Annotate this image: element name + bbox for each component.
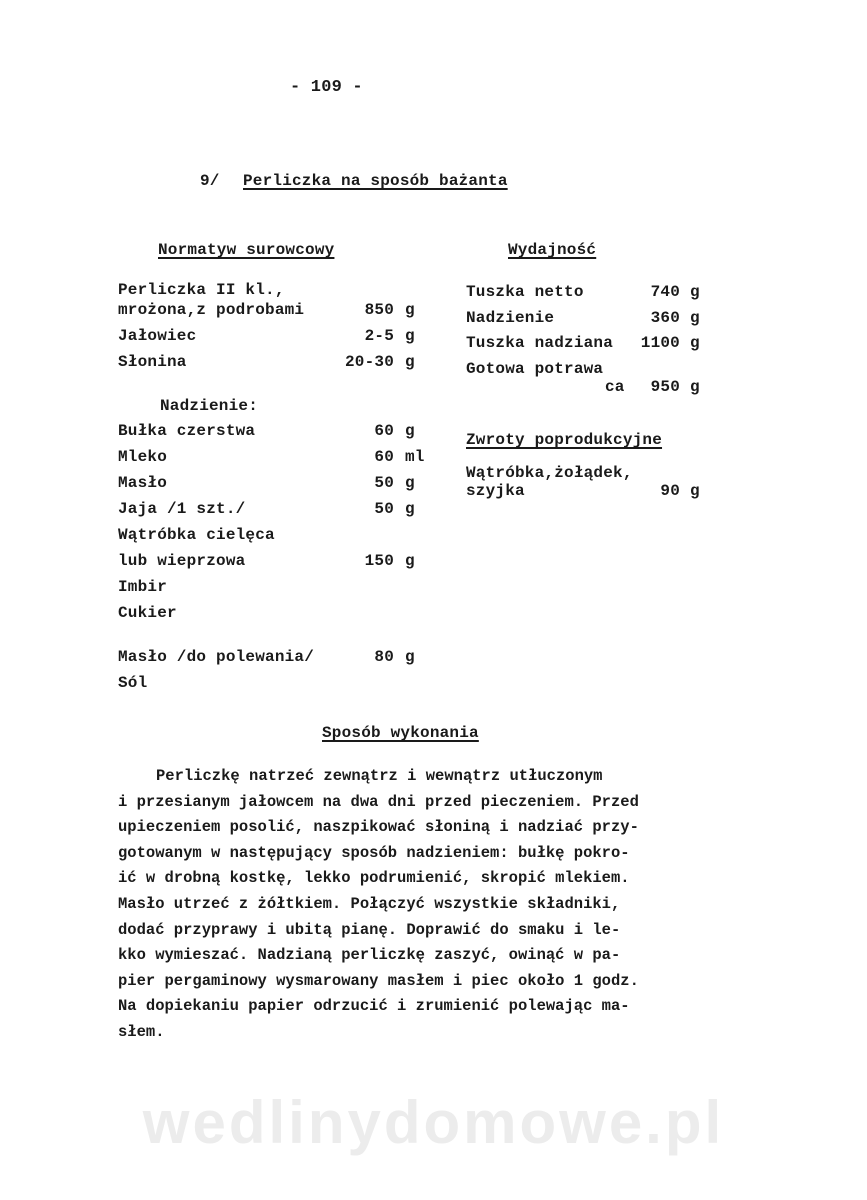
- stuffing-unit: g: [405, 500, 415, 518]
- method-line: Na dopiekaniu papier odrzucić i zrumienić polewając ma-: [118, 997, 630, 1016]
- byproducts-item: Wątróbka,żołądek,: [466, 464, 633, 482]
- watermark: wedlinydomowe.pl: [142, 1089, 725, 1156]
- yield-qty: 1100: [640, 334, 680, 352]
- ingredient-qty: 2-5: [364, 327, 394, 345]
- stuffing-item: Mleko: [118, 448, 168, 466]
- stuffing-unit: g: [405, 552, 415, 570]
- method-line: słem.: [118, 1022, 165, 1041]
- stuffing-item: Jaja /1 szt./: [118, 500, 246, 518]
- stuffing-qty: 150: [364, 552, 394, 570]
- ingredient-name: mrożona,z podrobami: [118, 301, 305, 319]
- stuffing-item: Masło: [118, 474, 168, 492]
- yield-unit: g: [690, 378, 700, 396]
- ingredient-unit: g: [405, 648, 415, 666]
- method-line: kko wymieszać. Nadzianą perliczkę zaszyć, owinąć w pa-: [118, 946, 621, 965]
- stuffing-unit: ml: [405, 448, 425, 466]
- ingredient-name: Masło /do polewania/: [118, 648, 315, 666]
- yield-item: Gotowa potrawa: [466, 360, 604, 378]
- method-line: Masło utrzeć z żółtkiem. Połączyć wszystkie składniki,: [118, 894, 621, 913]
- ingredient-qty: 850: [364, 301, 394, 319]
- byproducts-unit: g: [690, 482, 700, 500]
- stuffing-qty: 50: [374, 474, 394, 492]
- ingredient-qty: 80: [374, 648, 394, 666]
- byproducts-item: szyjka: [466, 482, 525, 500]
- ingredient-unit: g: [405, 353, 415, 371]
- method-line: pier pergaminowy wysmarowany masłem i piec około 1 godz.: [118, 971, 639, 990]
- yield-qty: 950: [650, 378, 680, 396]
- method-line: ić w drobną kostkę, lekko podrumienić, skropić mlekiem.: [118, 869, 630, 888]
- method-line: i przesianym jałowcem na dwa dni przed pieczeniem. Przed: [118, 792, 639, 811]
- yield-unit: g: [690, 309, 700, 327]
- ingredient-name: Sól: [118, 674, 148, 692]
- yield-item: Nadzienie: [466, 309, 555, 327]
- ingredient-qty: 20-30: [344, 353, 394, 371]
- stuffing-unit: g: [405, 422, 415, 440]
- yield-item: Tuszka nadziana: [466, 334, 614, 352]
- yield-qty: 740: [650, 283, 680, 301]
- method-line: gotowanym w następujący sposób nadzieniem: bułkę pokro-: [118, 843, 630, 862]
- stuffing-qty: 60: [374, 422, 394, 440]
- yield-unit: g: [690, 283, 700, 301]
- stuffing-unit: g: [405, 474, 415, 492]
- yield-unit: g: [690, 334, 700, 352]
- ingredients-heading: Normatyw surowcowy: [158, 241, 335, 259]
- page-number: - 109 -: [290, 78, 363, 97]
- recipe-title: Perliczka na sposób bażanta: [243, 172, 508, 190]
- method-line: upieczeniem posolić, naszpikować słoniną i nadziać przy-: [118, 818, 639, 837]
- stuffing-heading: Nadzienie:: [160, 397, 259, 415]
- ingredient-name: Perliczka II kl.,: [118, 281, 285, 299]
- stuffing-qty: 50: [374, 500, 394, 518]
- stuffing-item: Wątróbka cielęca: [118, 526, 275, 544]
- ingredient-name: Jałowiec: [118, 327, 197, 345]
- yield-item: Tuszka netto: [466, 283, 584, 301]
- method-line: dodać przyprawy i ubitą pianę. Doprawić do smaku i le-: [118, 920, 621, 939]
- recipe-number: 9/: [200, 172, 220, 190]
- method-line: Perliczkę natrzeć zewnątrz i wewnątrz utłuczonym: [156, 767, 603, 785]
- yield-heading: Wydajność: [508, 241, 597, 259]
- method-paragraph: [118, 764, 702, 1046]
- yield-approx: ca: [605, 378, 625, 396]
- ingredient-unit: g: [405, 327, 415, 345]
- ingredient-unit: g: [405, 301, 415, 319]
- stuffing-item: Imbir: [118, 578, 168, 596]
- yield-qty: 360: [650, 309, 680, 327]
- ingredient-name: Słonina: [118, 353, 187, 371]
- stuffing-qty: 60: [374, 448, 394, 466]
- stuffing-item: lub wieprzowa: [118, 552, 246, 570]
- stuffing-item: Bułka czerstwa: [118, 422, 256, 440]
- byproducts-qty: 90: [660, 482, 680, 500]
- byproducts-heading: Zwroty poprodukcyjne: [466, 431, 663, 449]
- stuffing-item: Cukier: [118, 604, 177, 622]
- method-heading: Sposób wykonania: [322, 724, 479, 742]
